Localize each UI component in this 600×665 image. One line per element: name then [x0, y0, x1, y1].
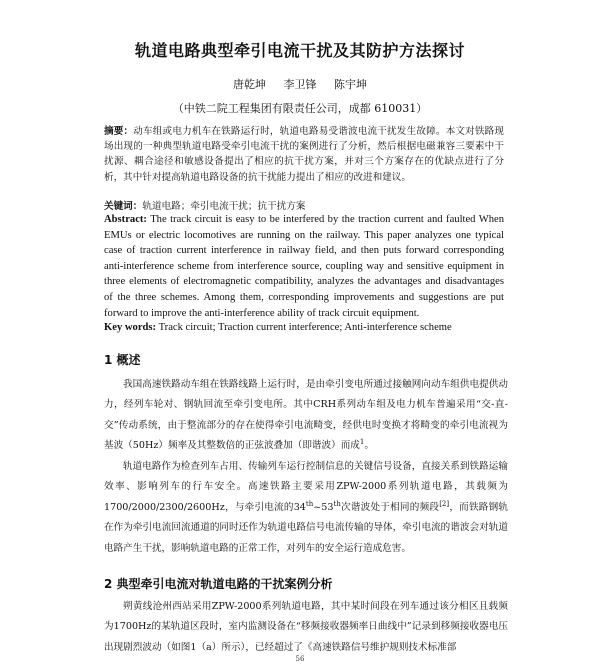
section-1-paragraph-1 — [104, 375, 508, 457]
s1p2-c: 次谐波处于相同的频段 — [340, 501, 440, 513]
author-list: 唐乾坤 李卫锋 陈宇坤 — [233, 78, 367, 91]
s1p2-sup1: th — [305, 499, 314, 508]
keywords-cn-label: 关键词： — [104, 201, 143, 212]
s1p2-sup2: th — [333, 499, 341, 508]
section-2-heading: 2 典型牵引电流对轨道电路的干扰案例分析 — [104, 577, 333, 591]
s1p2-d: ，而铁路钢轨在作为牵引电流回流通道的同时还作为轨道电路信号电流传输的导体，牵引电流的谐波会对轨道电路产生干扰，影响轨道电路的正常工作，对列车的安全运行造成危害。 — [104, 501, 509, 554]
paper-title: 轨道电路典型牵引电流干扰及其防护方法探讨 — [134, 41, 465, 60]
abstract-en-text: The track circuit is easy to be interfered by the traction current and faulted When EMUs or electric locomotives are running on the railway. This paper analyzes one typical case of traction current interference in railway field, and then puts forward corresponding anti-interference scheme from interference source, coupling way and sensitive equipment in three elements of electromagnetic compatibility, analyzes the advantages and disadvantages of the three schemes. Among them, corresponding improvements and suggestions are put forward to improve the anti-interference ability of track circuit equipment. — [104, 214, 504, 319]
section-1-paragraph-2 — [104, 457, 508, 559]
abstract-cn-label: 摘要： — [104, 126, 134, 137]
section-1-heading: 1 概述 — [104, 353, 141, 367]
s1p1-end: 。 — [364, 440, 374, 452]
keywords-english — [104, 320, 524, 335]
abstract-chinese — [104, 124, 504, 185]
s1p1-ref: 1 — [359, 438, 365, 447]
abstract-english — [104, 212, 504, 321]
s1p2-a: 轨道电路作为检查列车占用、传输列车运行控制信息的关键信号设备，直接关系到铁路运输效率、影响列车的行车安全。高速铁路主要采用ZPW-2000系列轨道电路，其载频为1700/2000/2300/2600Hz，与牵引电流的34 — [104, 461, 508, 513]
keywords-en-label: Key words: — [104, 322, 157, 333]
s1p2-ref: [2] — [439, 499, 450, 508]
keywords-en-text: Track circuit; Traction current interference; Anti-interference scheme — [158, 322, 452, 333]
affiliation: （中铁二院工程集团有限责任公司，成都 610031） — [172, 102, 428, 115]
s1p2-b: ~53 — [313, 501, 334, 513]
s1p1-text: 我国高速铁路动车组在铁路线路上运行时，是由牵引变电所通过接触网向动车组供电提供动力，经列车轮对、钢轨回流至牵引变电所。其中CRH系列动车组及电力机车普遍采用“交-直-交”传动系统，由于整流部分的存在使得牵引电流畸变，经供电时变换才将畸变的牵引电流视为基波（50Hz）频率及其整数倍的正弦波叠加（即谐波）而成 — [104, 379, 508, 452]
abstract-cn-text: 动车组或电力机车在铁路运行时，轨道电路易受谐波电流干扰发生故障。本文对铁路现场出现的一种典型轨道电路受牵引电流干扰的案例进行了分析，然后根据电磁兼容三要素中干扰源、耦合途径和敏感设备提出了相应的抗干扰方案，并对三个方案存在的优缺点进行了分析，其中针对提高轨道电路设备的抗干扰能力提出了相应的改进和建议。 — [104, 126, 504, 183]
page-number: 56 — [295, 655, 305, 663]
keywords-cn-text: 轨道电路；牵引电流干扰；抗干扰方案 — [142, 201, 306, 212]
abstract-en-label: Abstract: — [104, 214, 147, 225]
section-2-paragraph-1: 朔黄线沧州西站采用ZPW-2000系列轨道电路，其中某时间段在列车通过该分相区且载频为1700Hz的某轨道区段时，室内监测设备在“移频接收器频率日曲线中”记录到移频接收器电压出现剧烈波动（如图1（a）所示），已经超过了《高速铁路信号维护规则技术标准部 — [104, 601, 508, 653]
